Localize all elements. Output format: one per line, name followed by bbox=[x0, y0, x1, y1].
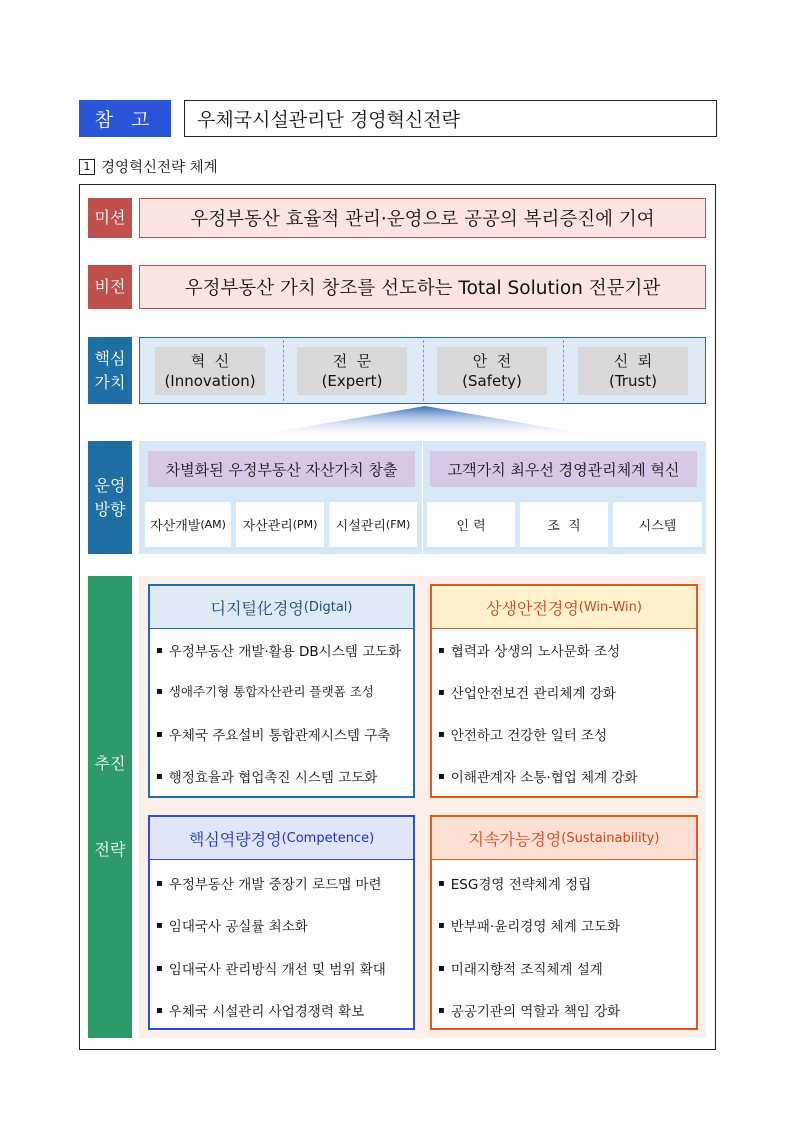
card-item: ▪ 반부패·윤리경영 체계 고도화 bbox=[438, 915, 620, 935]
strategy-label-line2: 전략 bbox=[94, 840, 126, 859]
core-divider bbox=[283, 340, 284, 401]
operating-left-title: 차별화된 우정부동산 자산가치 창출 bbox=[148, 451, 415, 487]
card-title bbox=[150, 817, 413, 860]
card-item: ▪ 미래지향적 조직체계 설계 bbox=[438, 958, 603, 978]
mission-text: 우정부동산 효율적 관리·운영으로 공공의 복리증진에 기여 bbox=[139, 198, 706, 238]
core-value-innovation bbox=[155, 347, 265, 395]
operating-item-organization: 조 직 bbox=[520, 502, 608, 547]
card-item: ▪ ESG경영 전략체계 정립 bbox=[438, 873, 591, 893]
core-value-eng: (Expert) bbox=[321, 372, 383, 390]
card-title bbox=[432, 817, 696, 860]
core-value-safety bbox=[437, 347, 547, 395]
item-main: 자산관리 bbox=[242, 519, 293, 534]
card-title-kr: 핵심역량경영 bbox=[188, 829, 282, 849]
core-value-name: 혁 신 bbox=[190, 351, 230, 370]
operating-item-people: 인 력 bbox=[427, 502, 515, 547]
strategy-card-competence bbox=[148, 815, 415, 1030]
core-value-trust bbox=[578, 347, 688, 395]
core-values-label-line2: 가치 bbox=[94, 372, 126, 392]
strategy-label-line1: 추진 bbox=[94, 754, 126, 773]
section-heading bbox=[79, 156, 218, 177]
section-title: 경영혁신전략 체계 bbox=[101, 160, 218, 176]
vision-text: 우정부동산 가치 창조를 선도하는 Total Solution 전문기관 bbox=[139, 265, 706, 309]
card-item: ▪ 공공기관의 역할과 책임 강화 bbox=[438, 1000, 620, 1020]
card-item: ▪ 우정부동산 개발 중장기 로드맵 마련 bbox=[156, 873, 382, 893]
card-title bbox=[150, 586, 413, 629]
operating-label-line1: 운영 bbox=[94, 475, 126, 495]
item-sub: (AM) bbox=[200, 518, 226, 531]
core-value-name: 전 문 bbox=[332, 351, 372, 370]
card-item: ▪ 행정효율과 협업촉진 시스템 고도화 bbox=[156, 766, 377, 786]
core-value-expert bbox=[297, 347, 407, 395]
strategy-card-digital bbox=[148, 584, 415, 798]
card-title-eng: (Competence) bbox=[281, 830, 375, 846]
core-value-eng: (Safety) bbox=[462, 372, 522, 390]
reference-tag: 참 고 bbox=[79, 100, 171, 137]
card-title-eng: (Win-Win) bbox=[578, 599, 642, 615]
card-item: ▪ 이해관계자 소통·협업 체계 강화 bbox=[438, 766, 637, 786]
operating-item-pm bbox=[236, 502, 324, 547]
card-title-eng: (Digtal) bbox=[303, 599, 353, 615]
item-main: 시설관리 bbox=[335, 519, 386, 534]
core-value-name: 안 전 bbox=[472, 351, 512, 370]
operating-label-line2: 방향 bbox=[94, 499, 126, 519]
card-title-kr: 디지털化경영 bbox=[210, 598, 304, 618]
core-value-eng: (Trust) bbox=[608, 372, 658, 390]
card-item: ▪ 우체국 주요설비 통합관제시스템 구축 bbox=[156, 724, 390, 744]
strategy-card-sustainability bbox=[430, 815, 698, 1030]
card-title-eng: (Sustainability) bbox=[561, 830, 660, 846]
card-item: ▪ 산업안전보건 관리체계 강화 bbox=[438, 682, 616, 702]
card-title-kr: 상생안전경영 bbox=[486, 598, 579, 618]
strategy-label bbox=[88, 576, 132, 1038]
operating-item-am bbox=[145, 502, 231, 547]
card-item: ▪ 생애주기형 통합자산관리 플랫폼 조성 bbox=[156, 682, 374, 700]
card-item: ▪ 안전하고 건강한 일터 조성 bbox=[438, 724, 607, 744]
vision-label: 비전 bbox=[88, 265, 132, 309]
item-sub: (PM) bbox=[292, 518, 318, 531]
operating-item-fm bbox=[329, 502, 417, 547]
card-title bbox=[432, 586, 696, 629]
card-item: ▪ 임대국사 관리방식 개선 및 범위 확대 bbox=[156, 958, 386, 978]
card-title-kr: 지속가능경영 bbox=[468, 829, 562, 849]
core-value-eng: (Innovation) bbox=[164, 372, 256, 390]
operating-right-title: 고객가치 최우선 경영관리체계 혁신 bbox=[430, 451, 697, 487]
core-value-name: 신 뢰 bbox=[613, 351, 653, 370]
item-main: 자산개발 bbox=[150, 519, 201, 534]
mission-label: 미션 bbox=[88, 198, 132, 238]
card-item: ▪ 협력과 상생의 노사문화 조성 bbox=[438, 640, 620, 660]
core-divider bbox=[563, 340, 564, 401]
strategy-card-winwin bbox=[430, 584, 698, 798]
card-item: ▪ 우정부동산 개발·활용 DB시스템 고도화 bbox=[156, 640, 401, 660]
operating-item-system: 시스템 bbox=[613, 502, 702, 547]
core-values-label bbox=[88, 337, 132, 404]
operating-divider bbox=[422, 441, 423, 554]
section-number: 1 bbox=[79, 159, 95, 175]
core-divider bbox=[423, 340, 424, 401]
card-item: ▪ 우체국 시설관리 사업경쟁력 확보 bbox=[156, 1000, 364, 1020]
document-title: 우체국시설관리단 경영혁신전략 bbox=[184, 100, 717, 137]
up-arrow-icon bbox=[240, 404, 610, 438]
operating-label bbox=[88, 441, 132, 554]
card-item: ▪ 임대국사 공실률 최소화 bbox=[156, 915, 308, 935]
item-sub: (FM) bbox=[385, 518, 411, 531]
core-values-label-line1: 핵심 bbox=[94, 348, 126, 368]
